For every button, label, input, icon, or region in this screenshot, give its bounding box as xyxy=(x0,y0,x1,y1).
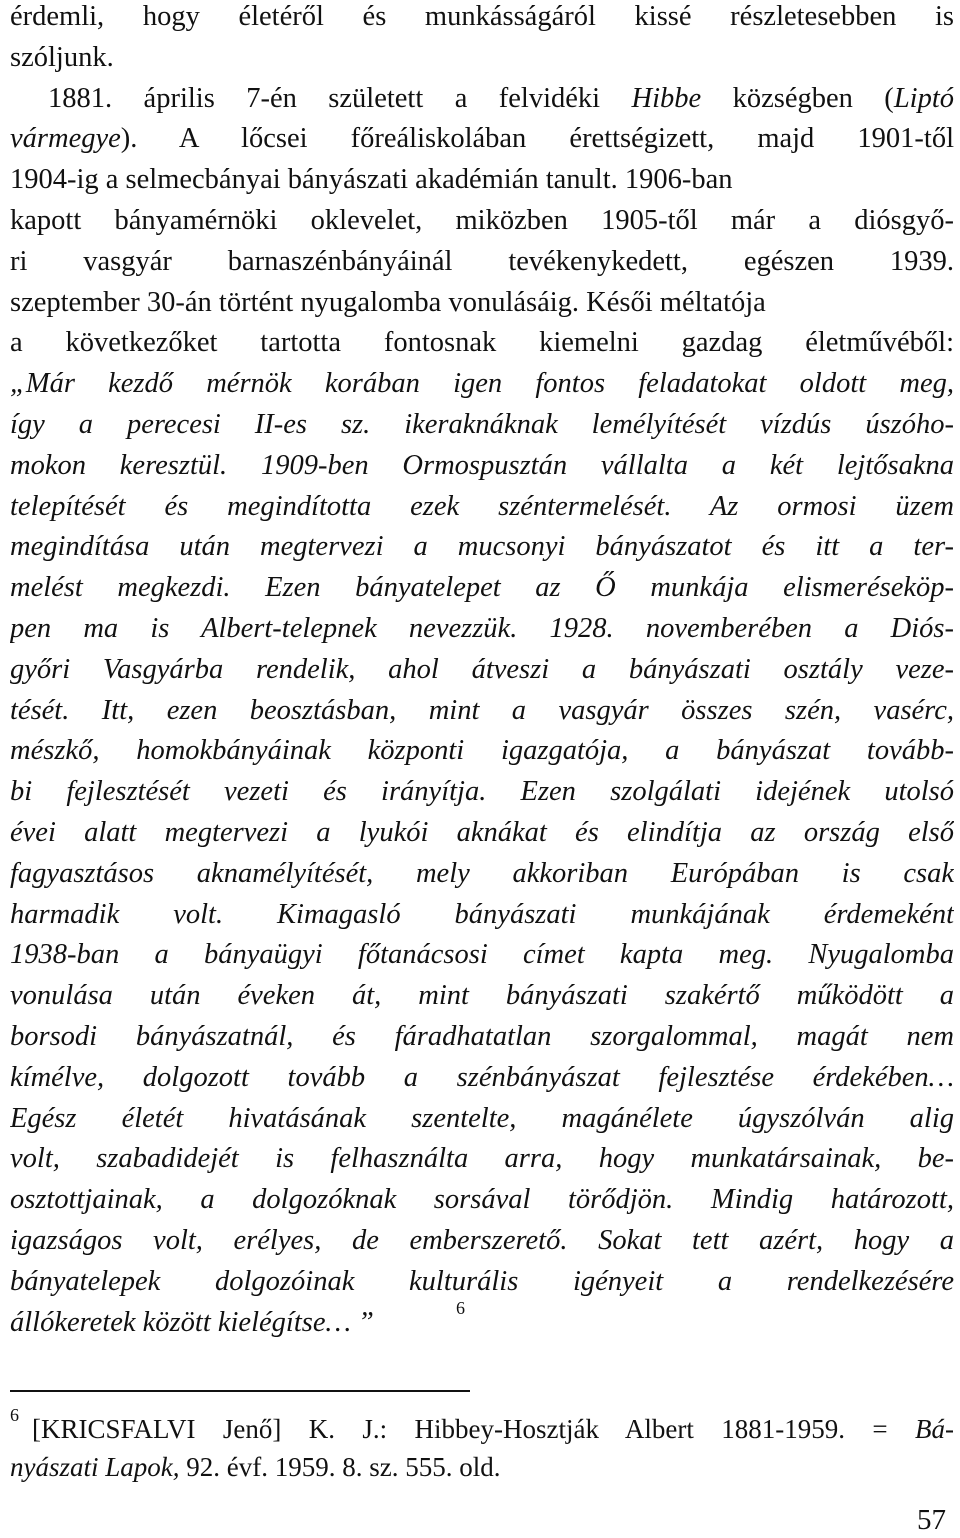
page-number: 57 xyxy=(917,1504,946,1536)
text-line: „Már kezdő mérnök korában igen fontos feladatokat oldott meg, xyxy=(10,368,954,400)
text-line: Egész életét hivatásának szentelte, magánélete úgyszólván alig xyxy=(10,1102,954,1134)
text-line: érdemli, hogy életéről és munkásságáról kissé részletesebben is xyxy=(10,1,954,32)
text-line: bányatelepek dolgozóinak kulturális igényeit a rendelkezésére xyxy=(10,1265,954,1297)
text-line: vonulása után éveken át, mint bányászati szakértő működött a xyxy=(10,980,954,1012)
text-line: így a perecesi II-es sz. ikeraknáknak lemélyítését vízdús úszóho- xyxy=(10,409,954,440)
footnote-marker: 6 xyxy=(456,1297,465,1318)
text-line: kímélve, dolgozott tovább a szénbányászat fejlesztése érdekében… xyxy=(10,1061,954,1093)
text-line: 1904-ig a selmecbányai bányászati akadémián tanult. 1906-ban xyxy=(10,164,733,196)
text-line: volt, szabadidejét is felhasználta arra, hogy munkatársainak, be- xyxy=(10,1143,954,1175)
text-line: tését. Itt, ezen beosztásban, mint a vasgyár összes szén, vasérc, xyxy=(10,694,954,726)
footnote-line-1: [KRICSFALVI Jenő] K. J.: Hibbey-Hosztják Albert 1881-1959. = Bá- xyxy=(32,1414,954,1444)
text-line: fagyasztásos aknamélyítését, mely akkoriban Európában is csak xyxy=(10,857,954,889)
text-line: állókeretek között kielégítse… ” xyxy=(10,1306,374,1338)
footnote-separator xyxy=(10,1390,470,1392)
text-line: kapott bányamérnöki oklevelet, miközben 1905-től már a diósgyő- xyxy=(10,205,954,236)
text-line: 1938-ban a bányaügyi főtanácsosi címet kapta meg. Nyugalomba xyxy=(10,939,954,971)
text-line: vármegye). A lőcsei főreáliskolában érettségizett, majd 1901-től xyxy=(10,123,954,155)
text-line: ri vasgyár barnaszénbányáinál tevékenykedett, egészen 1939. xyxy=(10,245,954,277)
text-line: 1881. április 7-én született a felvidéki Hibbe községben (Liptó xyxy=(48,82,954,114)
text-line: osztottjainak, a dolgozóknak sorsával törődjön. Mindig határozott, xyxy=(10,1184,954,1216)
text-line: bi fejlesztését vezeti és irányítja. Ezen szolgálati idejének utolsó xyxy=(10,776,954,808)
text-line: pen ma is Albert-telepnek nevezzük. 1928. novemberében a Diós- xyxy=(10,613,954,644)
footnote-number: 6 xyxy=(10,1405,19,1425)
footnote-line-2: nyászati Lapok, 92. évf. 1959. 8. sz. 555. old. xyxy=(10,1452,501,1482)
text-line: mészkő, homokbányáinak központi igazgatója, a bányászat tovább- xyxy=(10,735,954,767)
text-line: megindítása után megtervezi a mucsonyi bányászatot és itt a ter- xyxy=(10,531,954,563)
text-line: évei alatt megtervezi a lyukói aknákat és elindítja az ország első xyxy=(10,817,954,848)
text-line: győri Vasgyárba rendelik, ahol átveszi a bányászati osztály veze- xyxy=(10,653,954,685)
text-line: a következőket tartotta fontosnak kiemelni gazdag életművéből: xyxy=(10,327,954,359)
text-line: borsodi bányászatnál, és fáradhatatlan szorgalommal, magát nem xyxy=(10,1021,954,1052)
text-line: szeptember 30-án történt nyugalomba vonulásáig. Késői méltatója xyxy=(10,286,766,318)
text-line: melést megkezdi. Ezen bányatelepet az Ő munkája elismeréseköp- xyxy=(10,572,954,604)
text-line: harmadik volt. Kimagasló bányászati munkájának érdemeként xyxy=(10,898,954,930)
text-line: igazságos volt, erélyes, de emberszerető. Sokat tett azért, hogy a xyxy=(10,1225,954,1256)
text-line: szóljunk. xyxy=(10,41,114,73)
text-line: mokon keresztül. 1909-ben Ormospusztán vállalta a két lejtősakna xyxy=(10,449,954,481)
text-line: telepítését és megindította ezek széntermelését. Az ormosi üzem xyxy=(10,490,954,522)
